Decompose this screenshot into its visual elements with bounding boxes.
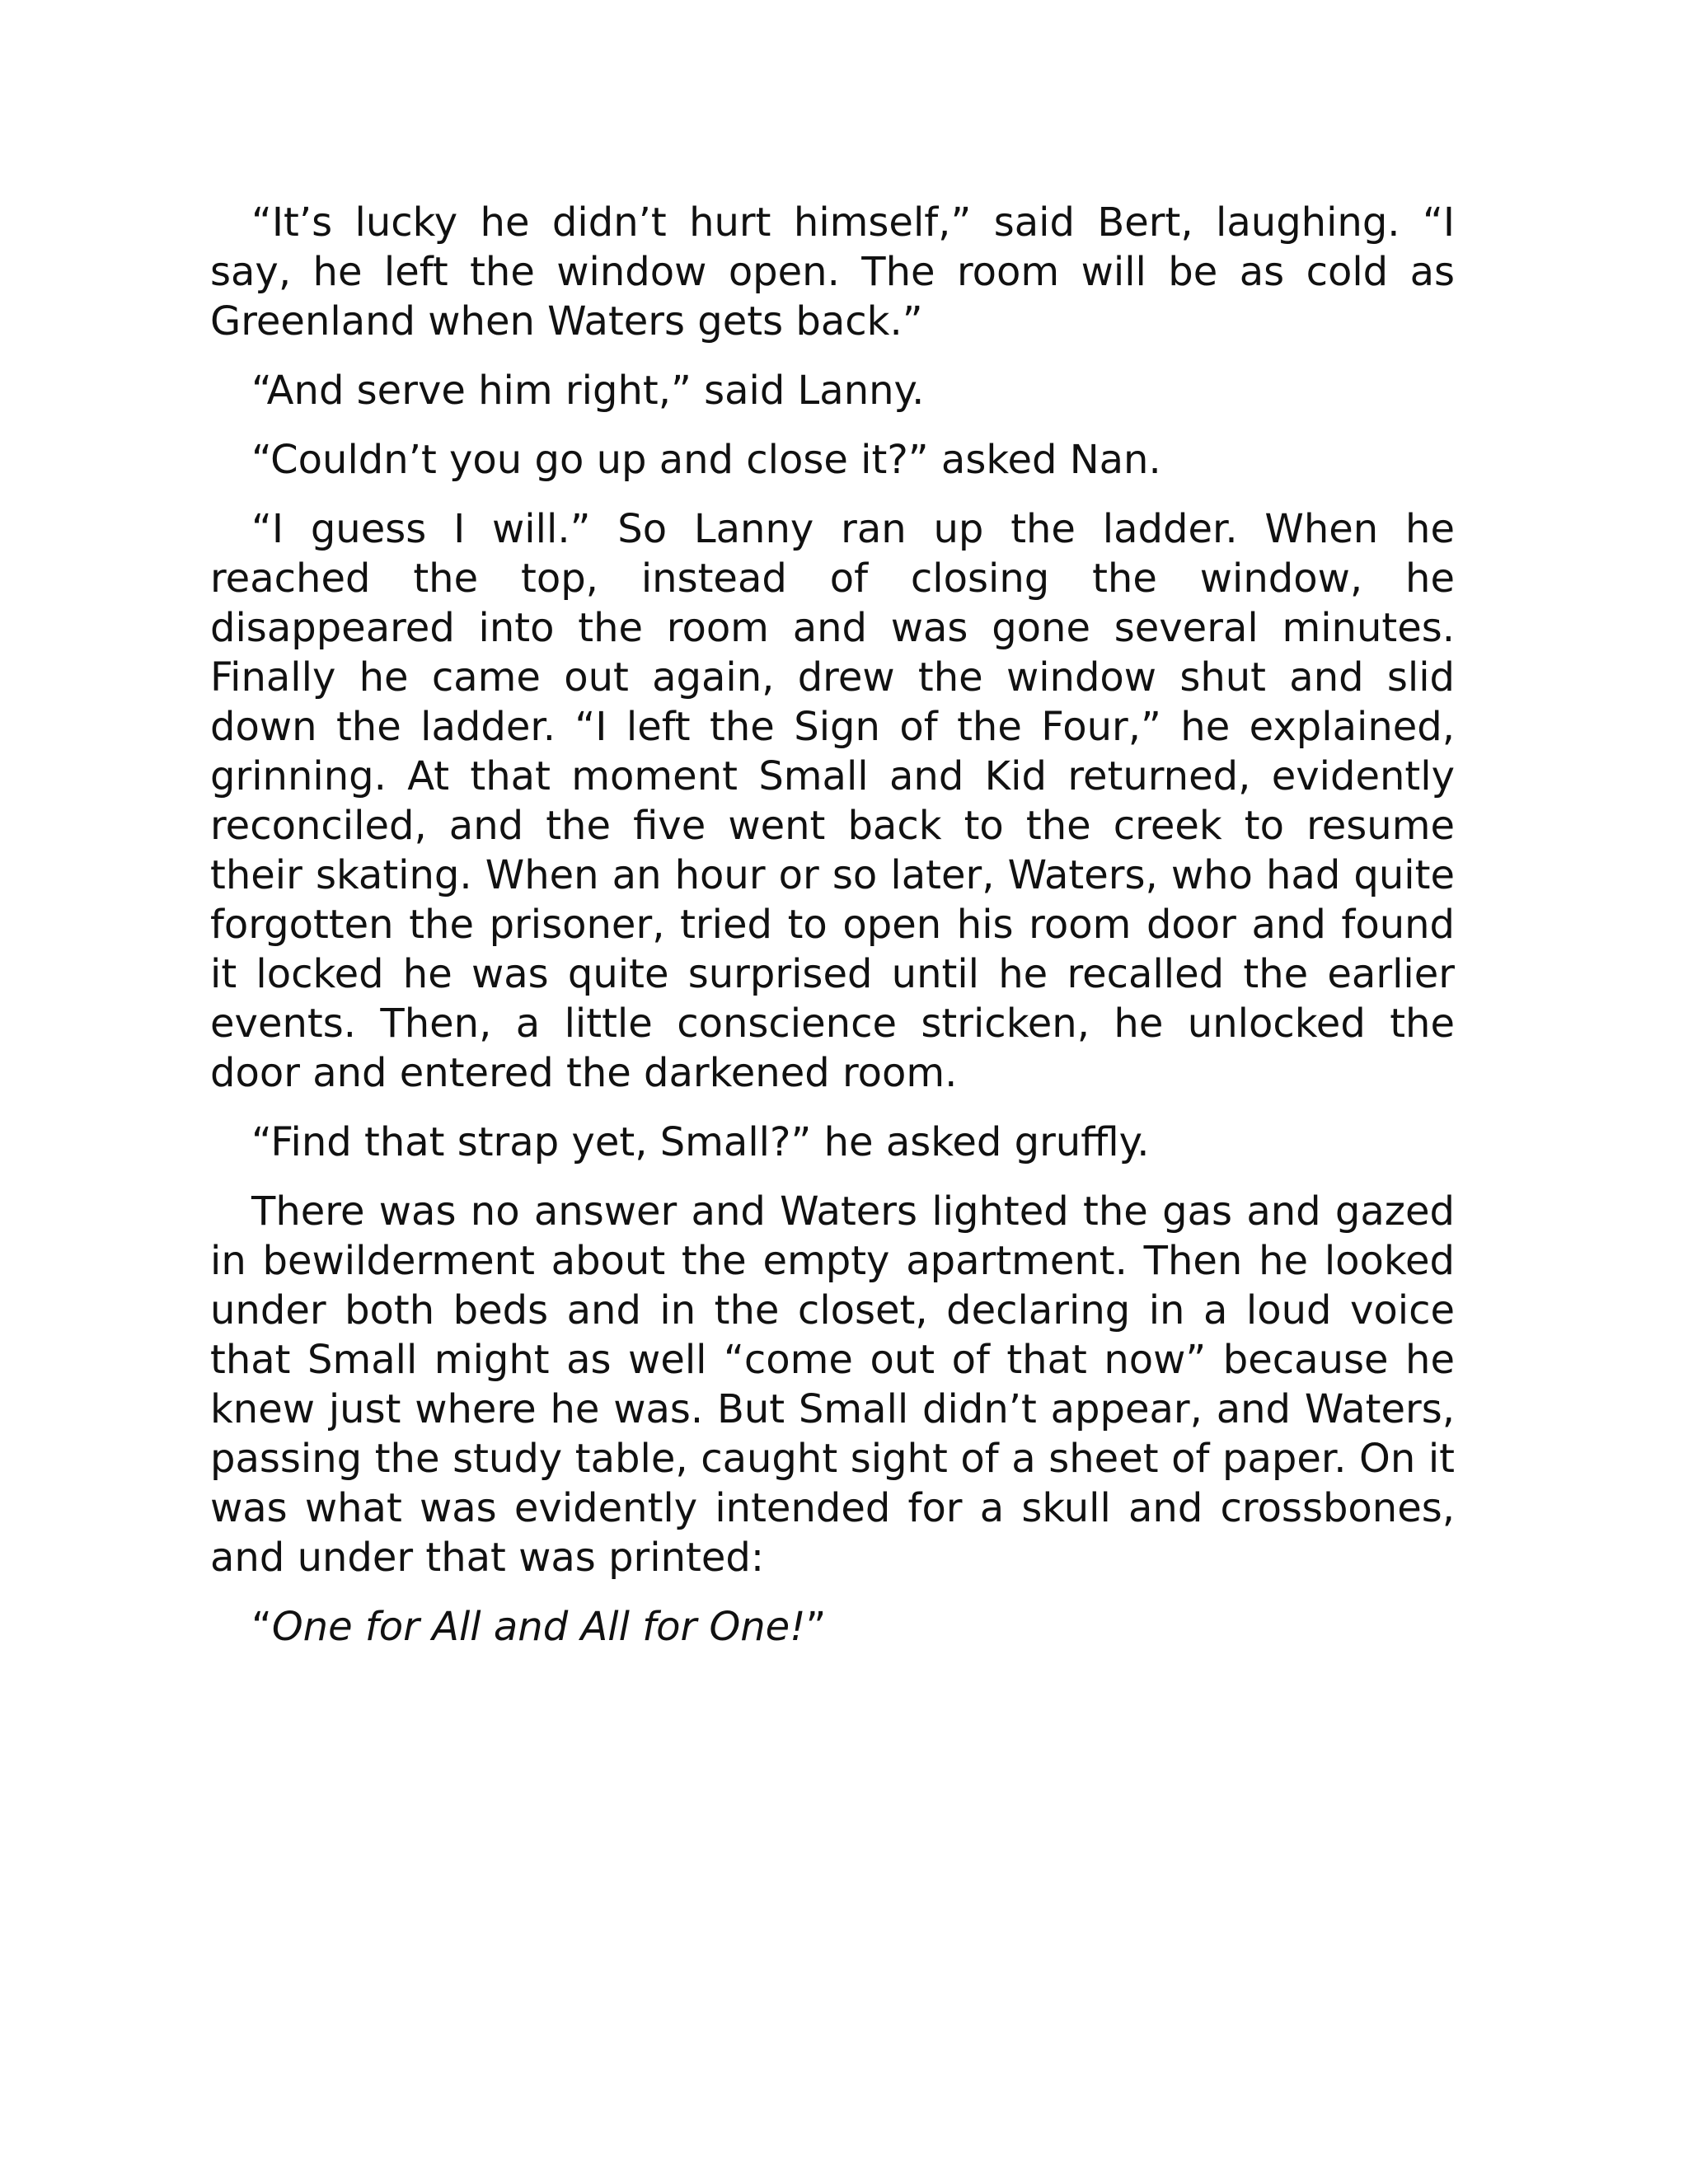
paragraph-5: “Find that strap yet, Small?” he asked gruffly. — [251, 1119, 1150, 1165]
paragraph-1: “It’s lucky he didn’t hurt himself,” said Bert, laughing. “I say, he left the window open. The room will be as cold as Greenland when Waters gets back.” — [210, 199, 1455, 344]
motto-close-quote: ” — [805, 1604, 827, 1650]
paragraph-2: “And serve him right,” said Lanny. — [251, 368, 925, 414]
paragraph-3: “Couldn’t you go up and close it?” asked Nan. — [251, 437, 1161, 483]
motto-open-quote: “ — [251, 1604, 272, 1650]
paragraph-6: There was no answer and Waters lighted the gas and gazed in bewilderment about the empty apartment. Then he looked under both beds and in the closet, declaring in a loud voice that Small might as well “come out of that now” because he knew just where he was. But Small didn’t appear, and Waters, passing the study table, caught sight of a sheet of paper. On it was what was evidently intended for a skull and crossbones, and under that was printed: — [210, 1188, 1455, 1581]
paragraph-4: “I guess I will.” So Lanny ran up the ladder. When he reached the top, instead of closing the window, he disappeared into the room and was gone several minutes. Finally he came out again, drew the window shut and slid down the ladder. “I left the Sign of the Four,” he explained, grinning. At that moment Small and Kid returned, evidently reconciled, and the five went back to the creek to resume their skating. When an hour or so later, Waters, who had quite forgotten the prisoner, tried to open his room door and found it locked he was quite surprised until he recalled the earlier events. Then, a little conscience stricken, he unlocked the door and entered the darkened room. — [210, 506, 1455, 1096]
motto-text: One for All and All for One! — [271, 1604, 806, 1650]
paragraph-motto — [210, 1602, 1455, 1652]
body-text — [210, 198, 1455, 1671]
